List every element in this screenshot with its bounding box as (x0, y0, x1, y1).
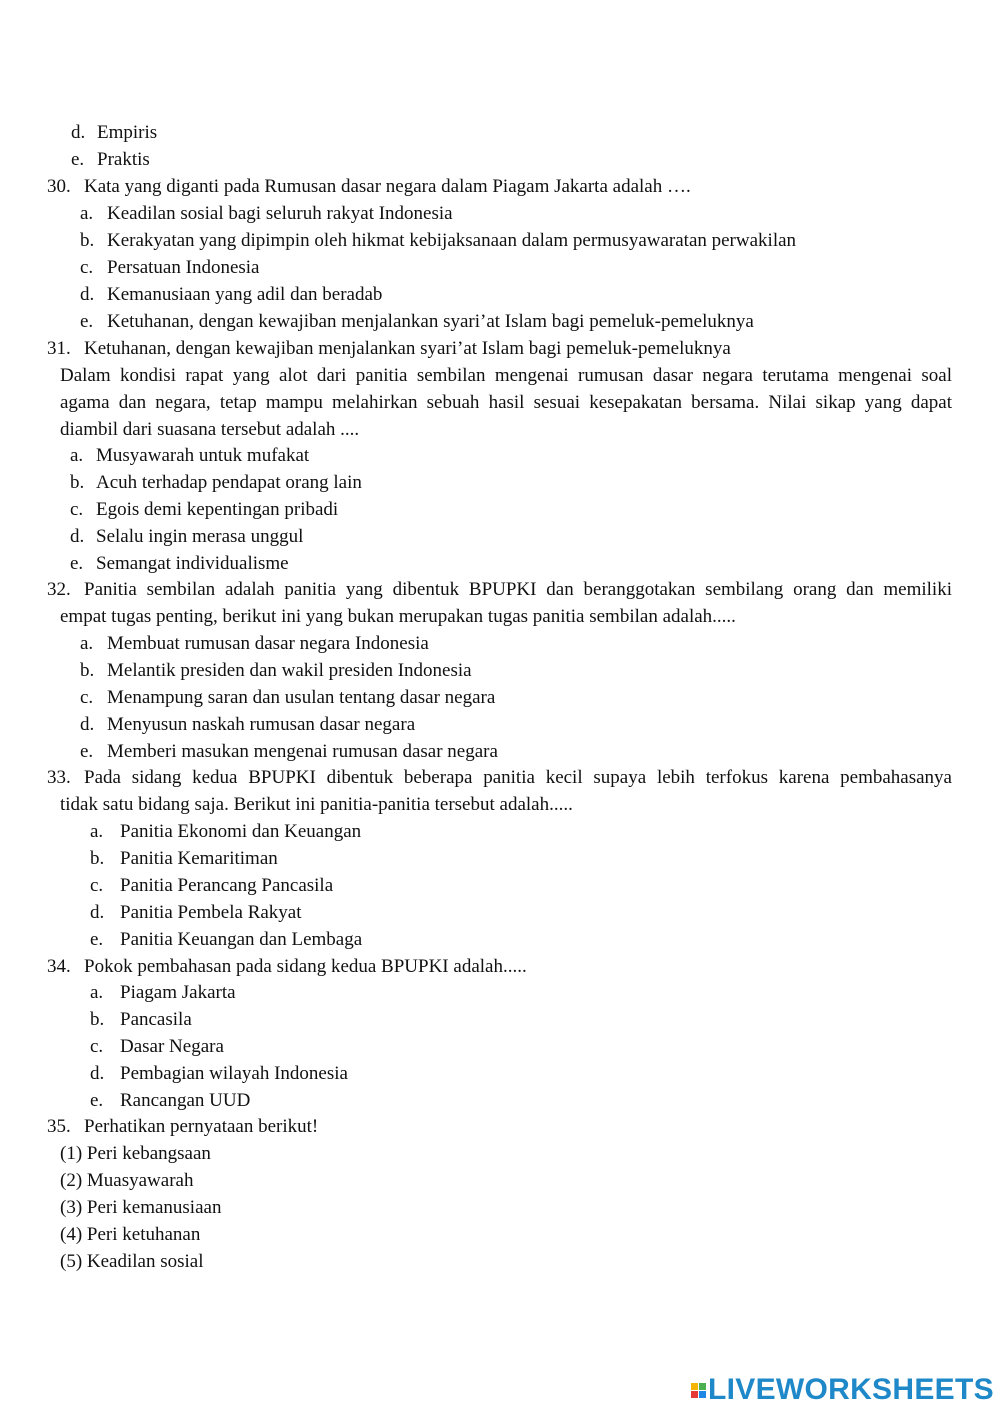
q32-option-e: e. Memberi masukan mengenai rumusan dasar negara (80, 741, 498, 762)
q32-option-d: d. Menyusun naskah rumusan dasar negara (80, 714, 416, 735)
q32-option-a: a. Membuat rumusan dasar negara Indonesia (80, 633, 429, 654)
logo-square (699, 1391, 706, 1398)
q33-option-c: c. Panitia Perancang Pancasila (90, 875, 334, 896)
question-32: 32. Panitia sembilan adalah panitia yang dibentuk BPUPKI dan beranggotakan sembilang orang dan memiliki (47, 579, 952, 600)
question-31: 31. Ketuhanan, dengan kewajiban menjalankan syari’at Islam bagi pemeluk-pemeluknya (47, 338, 731, 359)
logo-square (699, 1383, 706, 1390)
q34-option-c: c. Dasar Negara (90, 1036, 224, 1057)
question-35: 35. Perhatikan pernyataan berikut! (47, 1116, 319, 1137)
q33-option-e: e. Panitia Keuangan dan Lembaga (90, 929, 363, 950)
q34-option-b: b. Pancasila (90, 1009, 192, 1030)
q31-option-b: b. Acuh terhadap pendapat orang lain (70, 472, 362, 493)
q33-option-a: a. Panitia Ekonomi dan Keuangan (90, 821, 362, 842)
q31-option-c: c. Egois demi kepentingan pribadi (70, 499, 339, 520)
q34-option-e: e. Rancangan UUD (90, 1090, 251, 1111)
q35-statement: (3) Peri kemanusiaan (60, 1197, 222, 1218)
liveworksheets-grid-icon (691, 1383, 706, 1398)
q35-statement: (5) Keadilan sosial (60, 1251, 204, 1272)
q33-option-b: b. Panitia Kemaritiman (90, 848, 278, 869)
q32-text-line: empat tugas penting, berikut ini yang bukan merupakan tugas panitia sembilan adalah..... (60, 606, 736, 627)
q35-statement: (4) Peri ketuhanan (60, 1224, 201, 1245)
q30-option-b: b. Kerakyatan yang dipimpin oleh hikmat kebijaksanaan dalam permusyawaratan perwakilan (80, 230, 797, 251)
q31-body-line: diambil dari suasana tersebut adalah .... (60, 419, 360, 440)
q32-option-b: b. Melantik presiden dan wakil presiden Indonesia (80, 660, 472, 681)
q31-option-d: d. Selalu ingin merasa unggul (70, 526, 304, 547)
liveworksheets-wordmark: LIVEWORKSHEETS (708, 1373, 994, 1406)
q33-option-d: d. Panitia Pembela Rakyat (90, 902, 302, 923)
q31-body-line: Dalam kondisi rapat yang alot dari panitia sembilan mengenai rumusan dasar negara terutama mengenai soal (60, 365, 952, 386)
option-d-prev: d. Empiris (71, 122, 158, 143)
q31-body-line: agama dan negara, tetap mampu melahirkan sebuah hasil sesuai kesepakatan bersama. Nilai sikap yang dapat (60, 392, 952, 413)
question-30: 30. Kata yang diganti pada Rumusan dasar negara dalam Piagam Jakarta adalah …. (47, 176, 691, 197)
q35-statement: (1) Peri kebangsaan (60, 1143, 211, 1164)
question-34: 34. Pokok pembahasan pada sidang kedua BPUPKI adalah..... (47, 956, 527, 977)
q34-option-d: d. Pembagian wilayah Indonesia (90, 1063, 348, 1084)
question-33: 33. Pada sidang kedua BPUPKI dibentuk beberapa panitia kecil supaya lebih terfokus karena pembahasanya (47, 767, 952, 788)
liveworksheets-logo (691, 1374, 994, 1406)
q30-option-a: a. Keadilan sosial bagi seluruh rakyat Indonesia (80, 203, 453, 224)
q31-option-a: a. Musyawarah untuk mufakat (70, 445, 310, 466)
q30-option-c: c. Persatuan Indonesia (80, 257, 260, 278)
option-e-prev: e. Praktis (71, 149, 150, 170)
logo-square (691, 1391, 698, 1398)
q35-statement: (2) Muasyawarah (60, 1170, 194, 1191)
q30-option-e: e. Ketuhanan, dengan kewajiban menjalankan syari’at Islam bagi pemeluk-pemeluknya (80, 311, 754, 332)
q33-text-line: tidak satu bidang saja. Berikut ini panitia-panitia tersebut adalah..... (60, 794, 573, 815)
q31-option-e: e. Semangat individualisme (70, 553, 289, 574)
logo-square (691, 1383, 698, 1390)
q30-option-d: d. Kemanusiaan yang adil dan beradab (80, 284, 383, 305)
q32-option-c: c. Menampung saran dan usulan tentang dasar negara (80, 687, 496, 708)
q34-option-a: a. Piagam Jakarta (90, 982, 236, 1003)
